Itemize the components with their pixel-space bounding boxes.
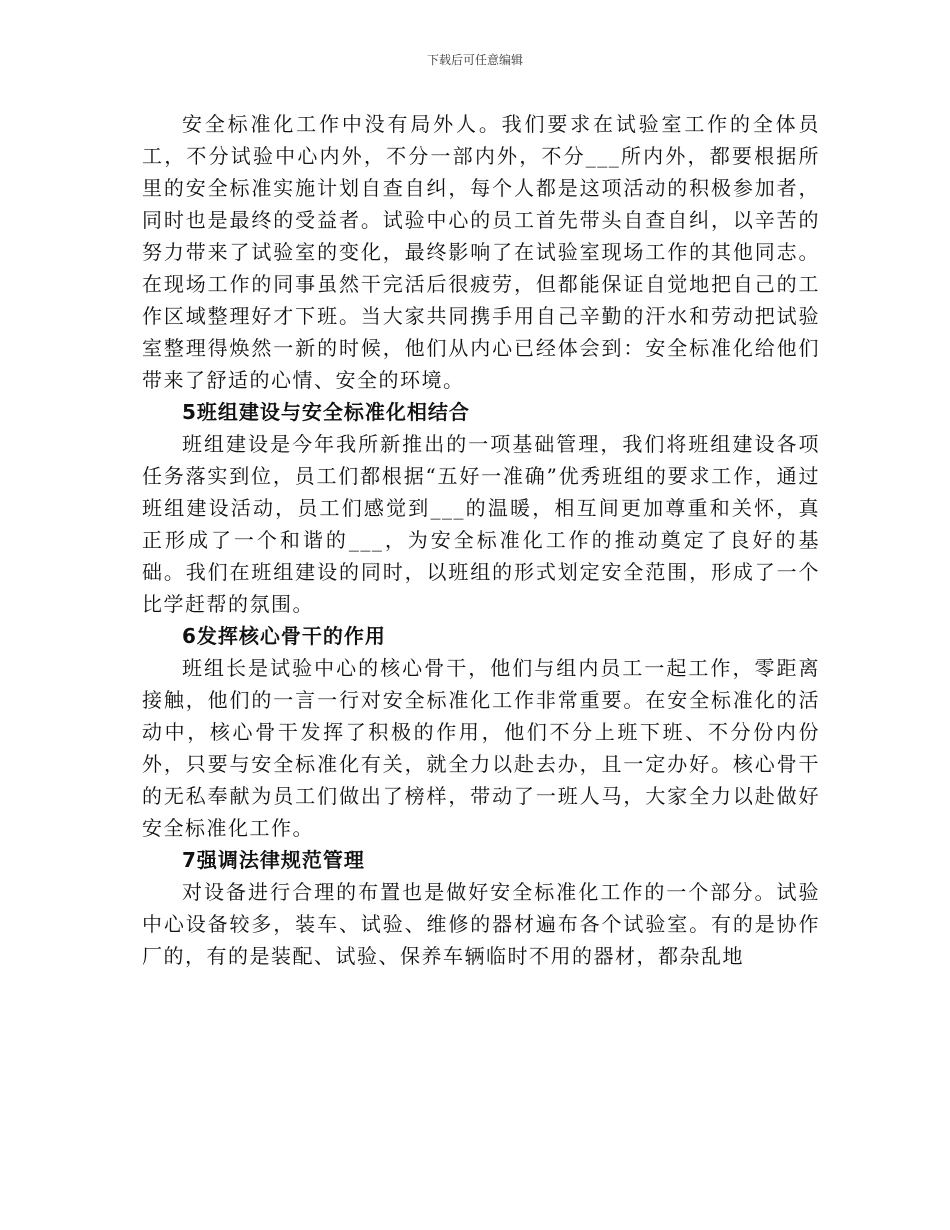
paragraph-safety-everyone: 安全标准化工作中没有局外人。我们要求在试验室工作的全体员工，不分试验中心内外，不分一部内外，不分___所内外，都要根据所里的安全标准实施计划自查自纠，每个人都是这项活动的积极参加者，同时也是最终的受益者。试验中心的员工首先带头自查自纠，以辛苦的努力带来了试验室的变化，最终影响了在试验室现场工作的其他同志。在现场工作的同事虽然干完活后很疲劳，但都能保证自觉地把自己的工作区域整理好才下班。当大家共同携手用自己辛勤的汗水和劳动把试验室整理得焕然一新的时候，他们从内心已经体会到：安全标准化给他们带来了舒适的心情、安全的环境。 (142, 112, 820, 392)
paragraph-core-backbone: 班组长是试验中心的核心骨干，他们与组内员工一起工作，零距离接触，他们的一言一行对安全标准化工作非常重要。在安全标准化的活动中，核心骨干发挥了积极的作用，他们不分上班下班、不分份内份外，只要与安全标准化有关，就全力以赴去办，且一定办好。核心骨干的无私奉献为员工们做出了榜样，带动了一班人马，大家全力以赴做好安全标准化工作。 (142, 656, 820, 840)
section-heading-6: 6发挥核心骨干的作用 (182, 624, 386, 648)
paragraph-team-building: 班组建设是今年我所新推出的一项基础管理，我们将班组建设各项任务落实到位，员工们都根据“五好一准确”优秀班组的要求工作，通过班组建设活动，员工们感觉到___的温暖，相互间更加尊重和关怀，真正形成了一个和谐的___，为安全标准化工作的推动奠定了良好的基础。我们在班组建设的同时，以班组的形式划定安全范围，形成了一个比学赶帮的氛围。 (142, 432, 820, 616)
document-body (142, 108, 820, 972)
section-heading-7: 7强调法律规范管理 (182, 848, 365, 872)
page-header: 下载后可任意编辑 (426, 53, 523, 67)
paragraph-equipment-layout: 对设备进行合理的布置也是做好安全标准化工作的一个部分。试验中心设备较多，装车、试验、维修的器材遍布各个试验室。有的是协作厂的，有的是装配、试验、保养车辆临时不用的器材，都杂乱地 (142, 880, 820, 968)
section-heading-5: 5班组建设与安全标准化相结合 (182, 400, 470, 424)
